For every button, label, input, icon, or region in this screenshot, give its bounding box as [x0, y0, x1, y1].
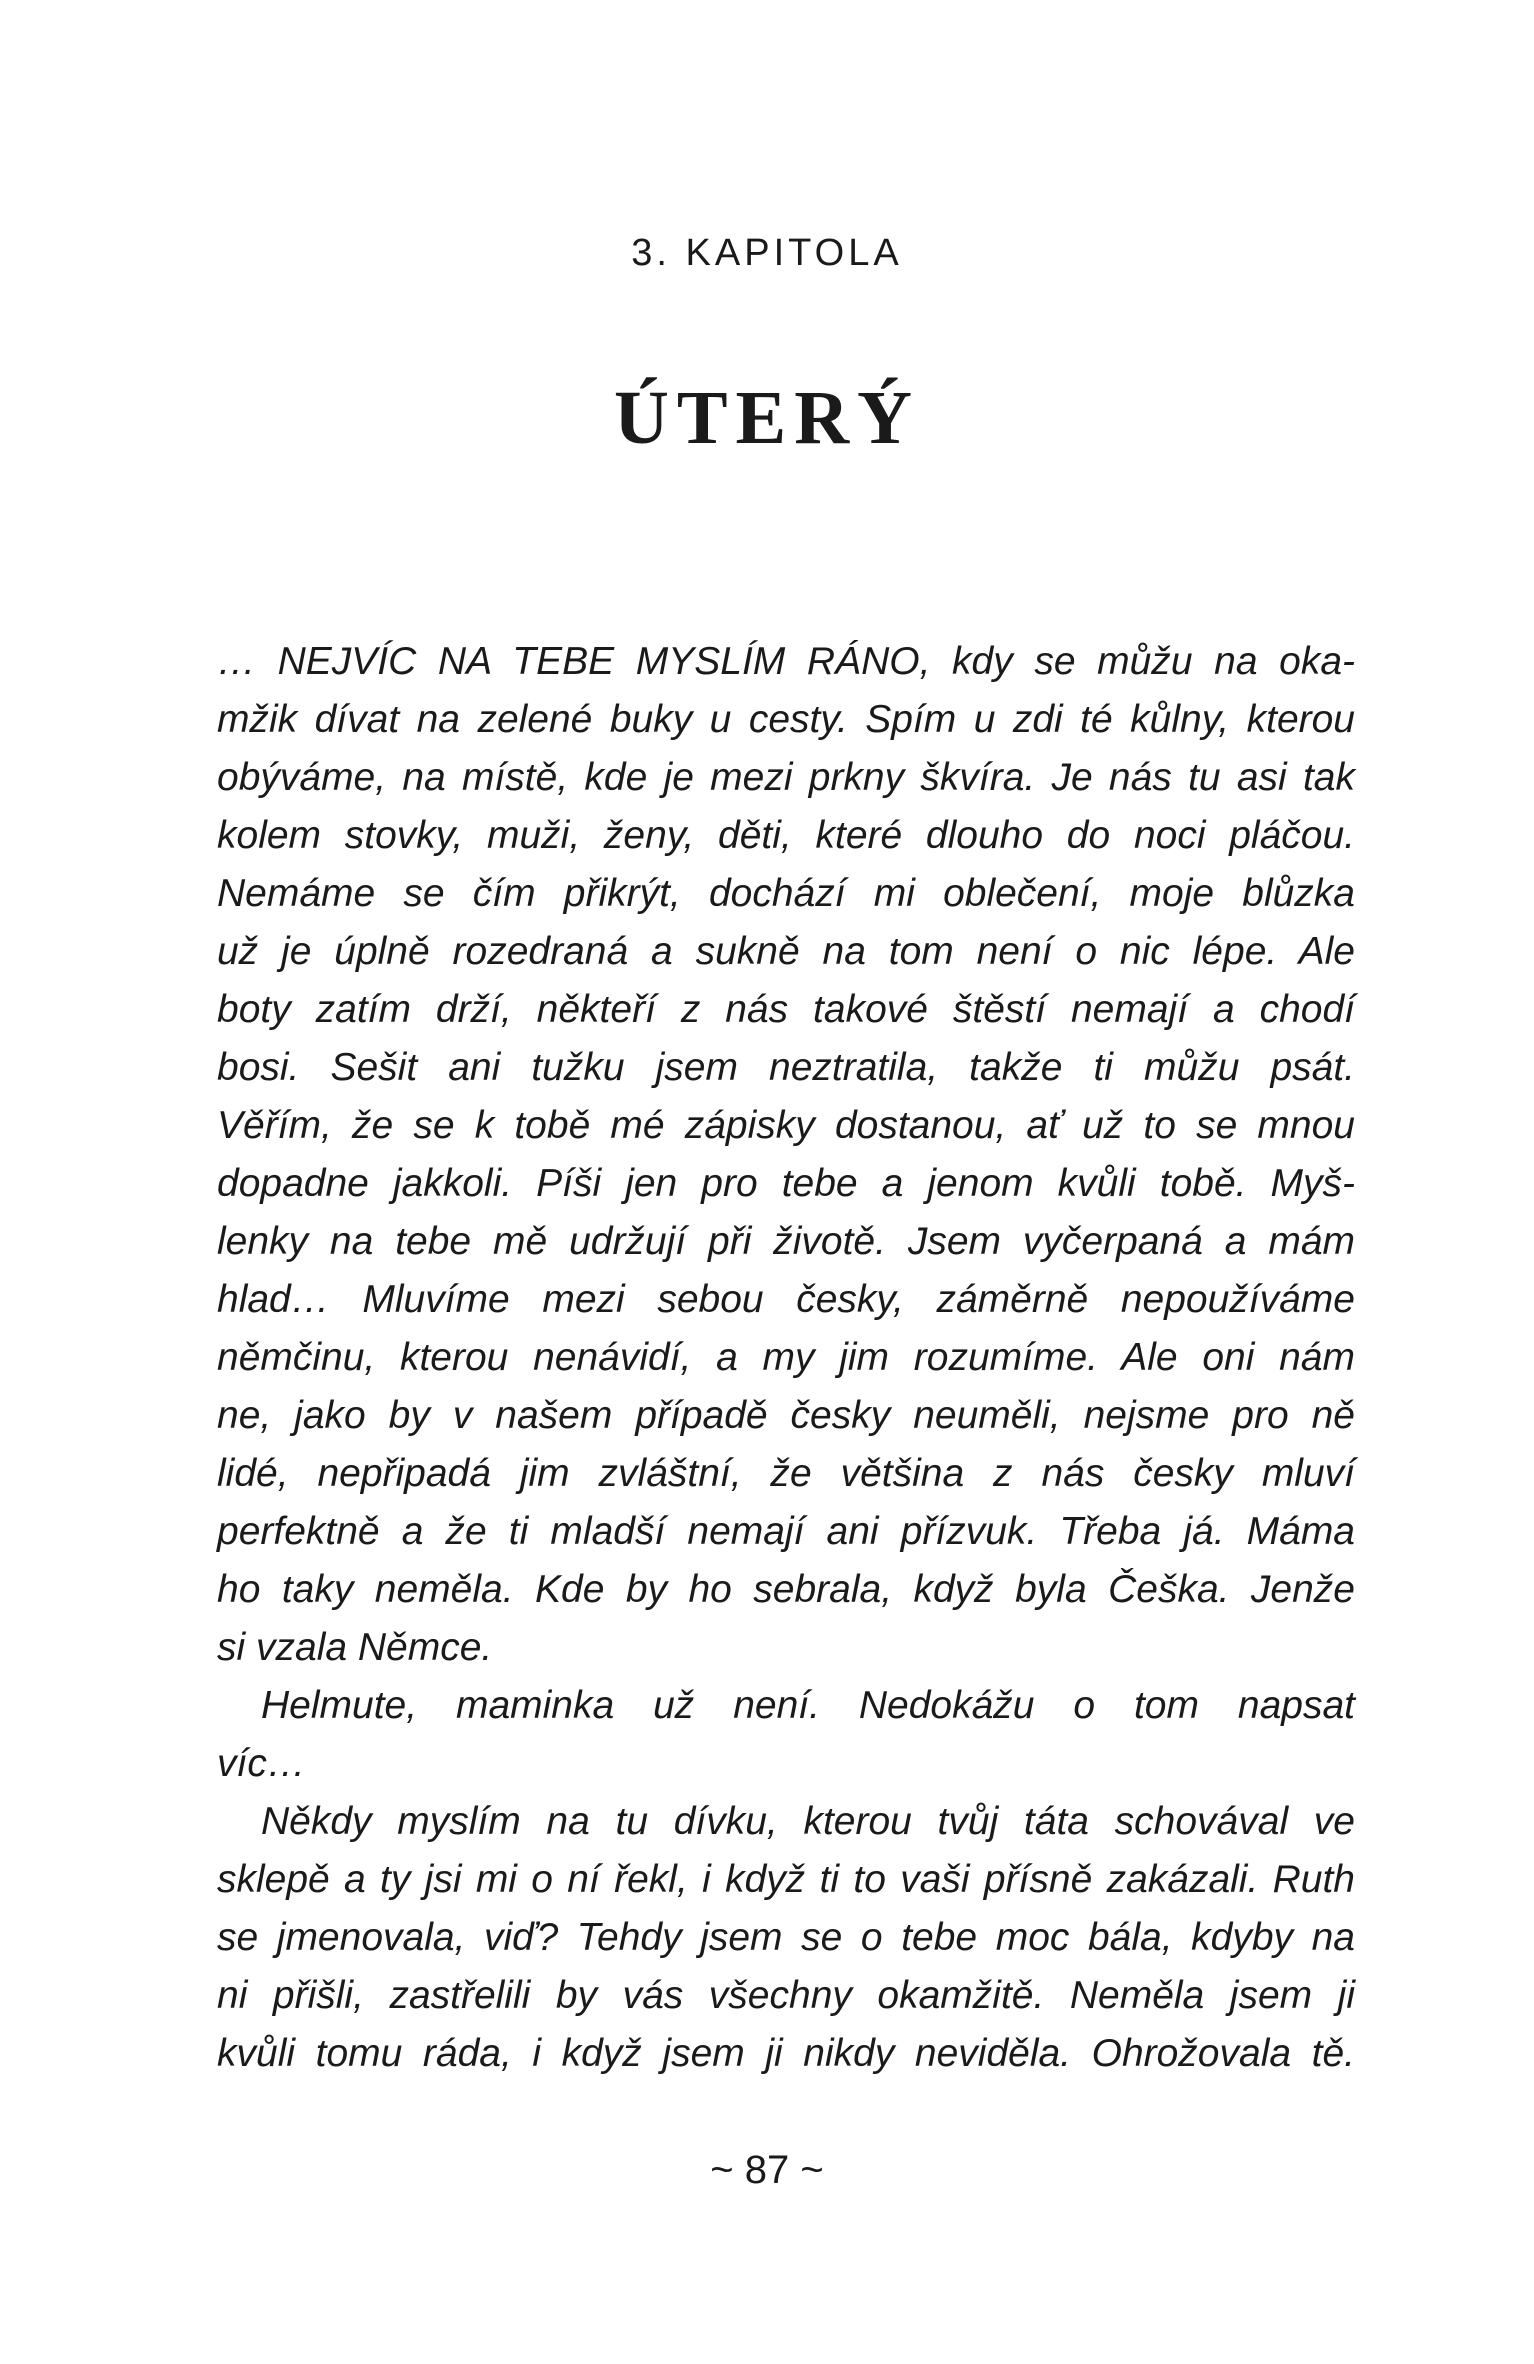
text-line: perfektně a že ti mladší nemají ani přízvuk. Třeba já. Máma	[217, 1510, 1355, 1553]
text-line: už je úplně rozedraná a sukně na tom není o nic lépe. Ale	[217, 930, 1355, 973]
text-line: se jmenovala, viď? Tehdy jsem se o tebe moc bála, kdyby na	[217, 1916, 1355, 1959]
text-line: kolem stovky, muži, ženy, děti, které dlouho do noci pláčou.	[217, 814, 1355, 857]
text-line: hlad… Mluvíme mezi sebou česky, záměrně nepoužíváme	[217, 1278, 1355, 1321]
text-line: němčinu, kterou nenávidí, a my jim rozumíme. Ale oni nám	[217, 1336, 1355, 1379]
paragraph-3	[217, 1793, 1355, 2083]
chapter-label: 3. KAPITOLA	[631, 232, 903, 274]
text-line: … NEJVÍC NA TEBE MYSLÍM RÁNO, kdy se můžu na oka-	[217, 640, 1355, 683]
text-line: mžik dívat na zelené buky u cesty. Spím u zdi té kůlny, kterou	[217, 698, 1355, 741]
text-line: Věřím, že se k tobě mé zápisky dostanou, ať už to se mnou	[217, 1104, 1355, 1147]
paragraph-2	[217, 1677, 1355, 1793]
text-line: obýváme, na místě, kde je mezi prkny škvíra. Je nás tu asi tak	[217, 756, 1355, 799]
chapter-title: ÚTERÝ	[613, 376, 921, 460]
text-line: ho taky neměla. Kde by ho sebrala, když byla Češka. Jenže	[217, 1568, 1355, 1611]
text-line: ni přišli, zastřelili by vás všechny okamžitě. Neměla jsem ji	[217, 1974, 1355, 2017]
paragraph-1	[217, 633, 1355, 1677]
text-line: Nemáme se čím přikrýt, dochází mi oblečení, moje blůzka	[217, 872, 1355, 915]
text-line: boty zatím drží, někteří z nás takové štěstí nemají a chodí	[217, 988, 1355, 1031]
text-line: Někdy myslím na tu dívku, kterou tvůj táta schovával ve	[261, 1800, 1355, 1843]
text-line: víc…	[217, 1742, 306, 1785]
page-number: ~ 87 ~	[710, 2148, 824, 2192]
text-line: si vzala Němce.	[217, 1626, 493, 1669]
text-line: kvůli tomu ráda, i když jsem ji nikdy neviděla. Ohrožovala tě.	[217, 2032, 1355, 2075]
body-text	[217, 633, 1355, 2083]
text-line: dopadne jakkoli. Píši jen pro tebe a jenom kvůli tobě. Myš-	[217, 1162, 1355, 1205]
text-line: lidé, nepřipadá jim zvláštní, že většina z nás česky mluví	[217, 1452, 1355, 1495]
text-line: lenky na tebe mě udržují při životě. Jsem vyčerpaná a mám	[217, 1220, 1355, 1263]
text-line: bosi. Sešit ani tužku jsem neztratila, takže ti můžu psát.	[217, 1046, 1355, 1089]
text-line: sklepě a ty jsi mi o ní řekl, i když ti to vaši přísně zakázali. Ruth	[217, 1858, 1355, 1901]
text-line: ne, jako by v našem případě česky neuměli, nejsme pro ně	[217, 1394, 1355, 1437]
text-line: Helmute, maminka už není. Nedokážu o tom napsat	[261, 1684, 1355, 1727]
